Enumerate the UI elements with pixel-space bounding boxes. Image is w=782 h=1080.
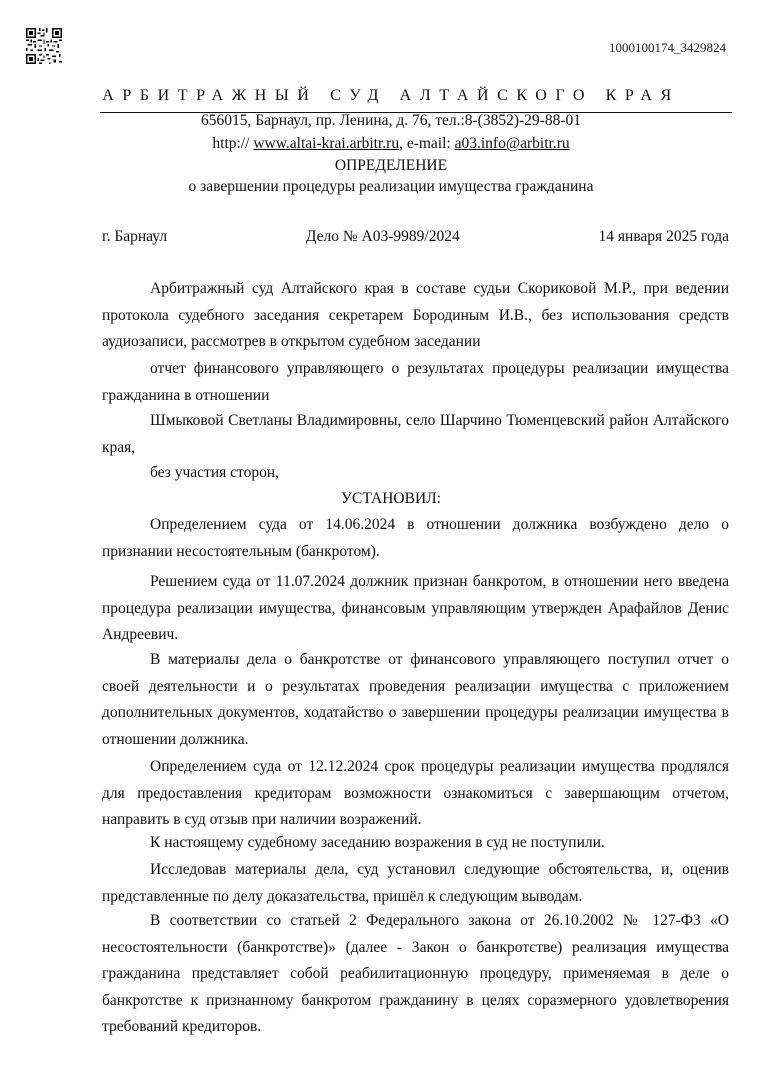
paragraph-3: В материалы дела о банкротстве от финансового управляющего поступил отчет о своей деятельности и о результатах проведения реализации имущества с приложением дополнительных документов, ходатайство о завершении процедуры реализации имущества в отношении должника. (102, 651, 729, 748)
case-number: Дело № А03-9989/2024 (305, 228, 460, 245)
paragraph-7: В соответствии со статьей 2 Федерального закона от 26.10.2002 № 127-ФЗ «О несостоятельности (банкротстве)» (далее - Закон о банкротстве) реализация имущества гражданина представляет собой реабилитационную процедуру, применяемая в деле о банкротстве к признанному банкротом гражданину в целях соразмерного удовлетворения требований кредиторов. (102, 912, 729, 1035)
paragraph-6: Исследовав материалы дела, суд установил следующие обстоятельства, и, оценив представленные по делу доказательства, пришёл к следующим выводам. (102, 861, 729, 905)
email-prefix: , e-mail: (399, 135, 451, 152)
qr-code (26, 28, 62, 64)
paragraph-intro: Арбитражный суд Алтайского края в составе судьи Скориковой М.Р., при ведении протокола судебного заседания секретарем Бородиным И.В., без использования средств аудиозаписи, рассмотрев в открытом судебном заседании (102, 280, 729, 350)
section-heading: УСТАНОВИЛ: (341, 490, 441, 507)
paragraph-4: Определением суда от 12.12.2024 срок процедуры реализации имущества продлялся для предоставления кредиторам возможности ознакомиться с завершающим отчетом, направить в суд отзыв при наличии возражений. (102, 758, 729, 828)
city: г. Барнаул (102, 228, 168, 245)
email-link[interactable]: a03.info@arbitr.ru (454, 135, 570, 152)
paragraph-1: Определением суда от 14.06.2024 в отношении должника возбуждено дело о признании несостоятельным (банкротом). (102, 516, 729, 560)
paragraph-debtor: Шмыковой Светланы Владимировны, село Шарчино Тюменцевский район Алтайского края, (102, 412, 729, 456)
web-prefix: http:// (212, 135, 250, 152)
court-name: АРБИТРАЖНЫЙ СУД АЛТАЙСКОГО КРАЯ (102, 87, 680, 104)
paragraph-parties: без участия сторон, (150, 464, 279, 481)
paragraph-2: Решением суда от 11.07.2024 должник признан банкротом, в отношении него введена процедура реализации имущества, финансовым управляющим утвержден Арафайлов Денис Андреевич. (102, 573, 729, 643)
document-subject: о завершении процедуры реализации имущества гражданина (188, 178, 594, 195)
paragraph-subject: отчет финансового управляющего о результатах процедуры реализации имущества гражданина в отношении (102, 360, 729, 404)
document-id: 1000100174_3429824 (609, 40, 726, 55)
document-type: ОПРЕДЕЛЕНИЕ (334, 157, 448, 174)
website-link[interactable]: www.altai-krai.arbitr.ru (253, 135, 400, 152)
court-contacts (0, 135, 782, 153)
court-address: 656015, Барнаул, пр. Ленина, д. 76, тел.:8-(3852)-29-88-01 (201, 112, 581, 129)
case-meta (102, 228, 729, 246)
paragraph-5: К настоящему судебному заседанию возражения в суд не поступили. (150, 834, 605, 851)
document-date: 14 января 2025 года (598, 228, 729, 245)
